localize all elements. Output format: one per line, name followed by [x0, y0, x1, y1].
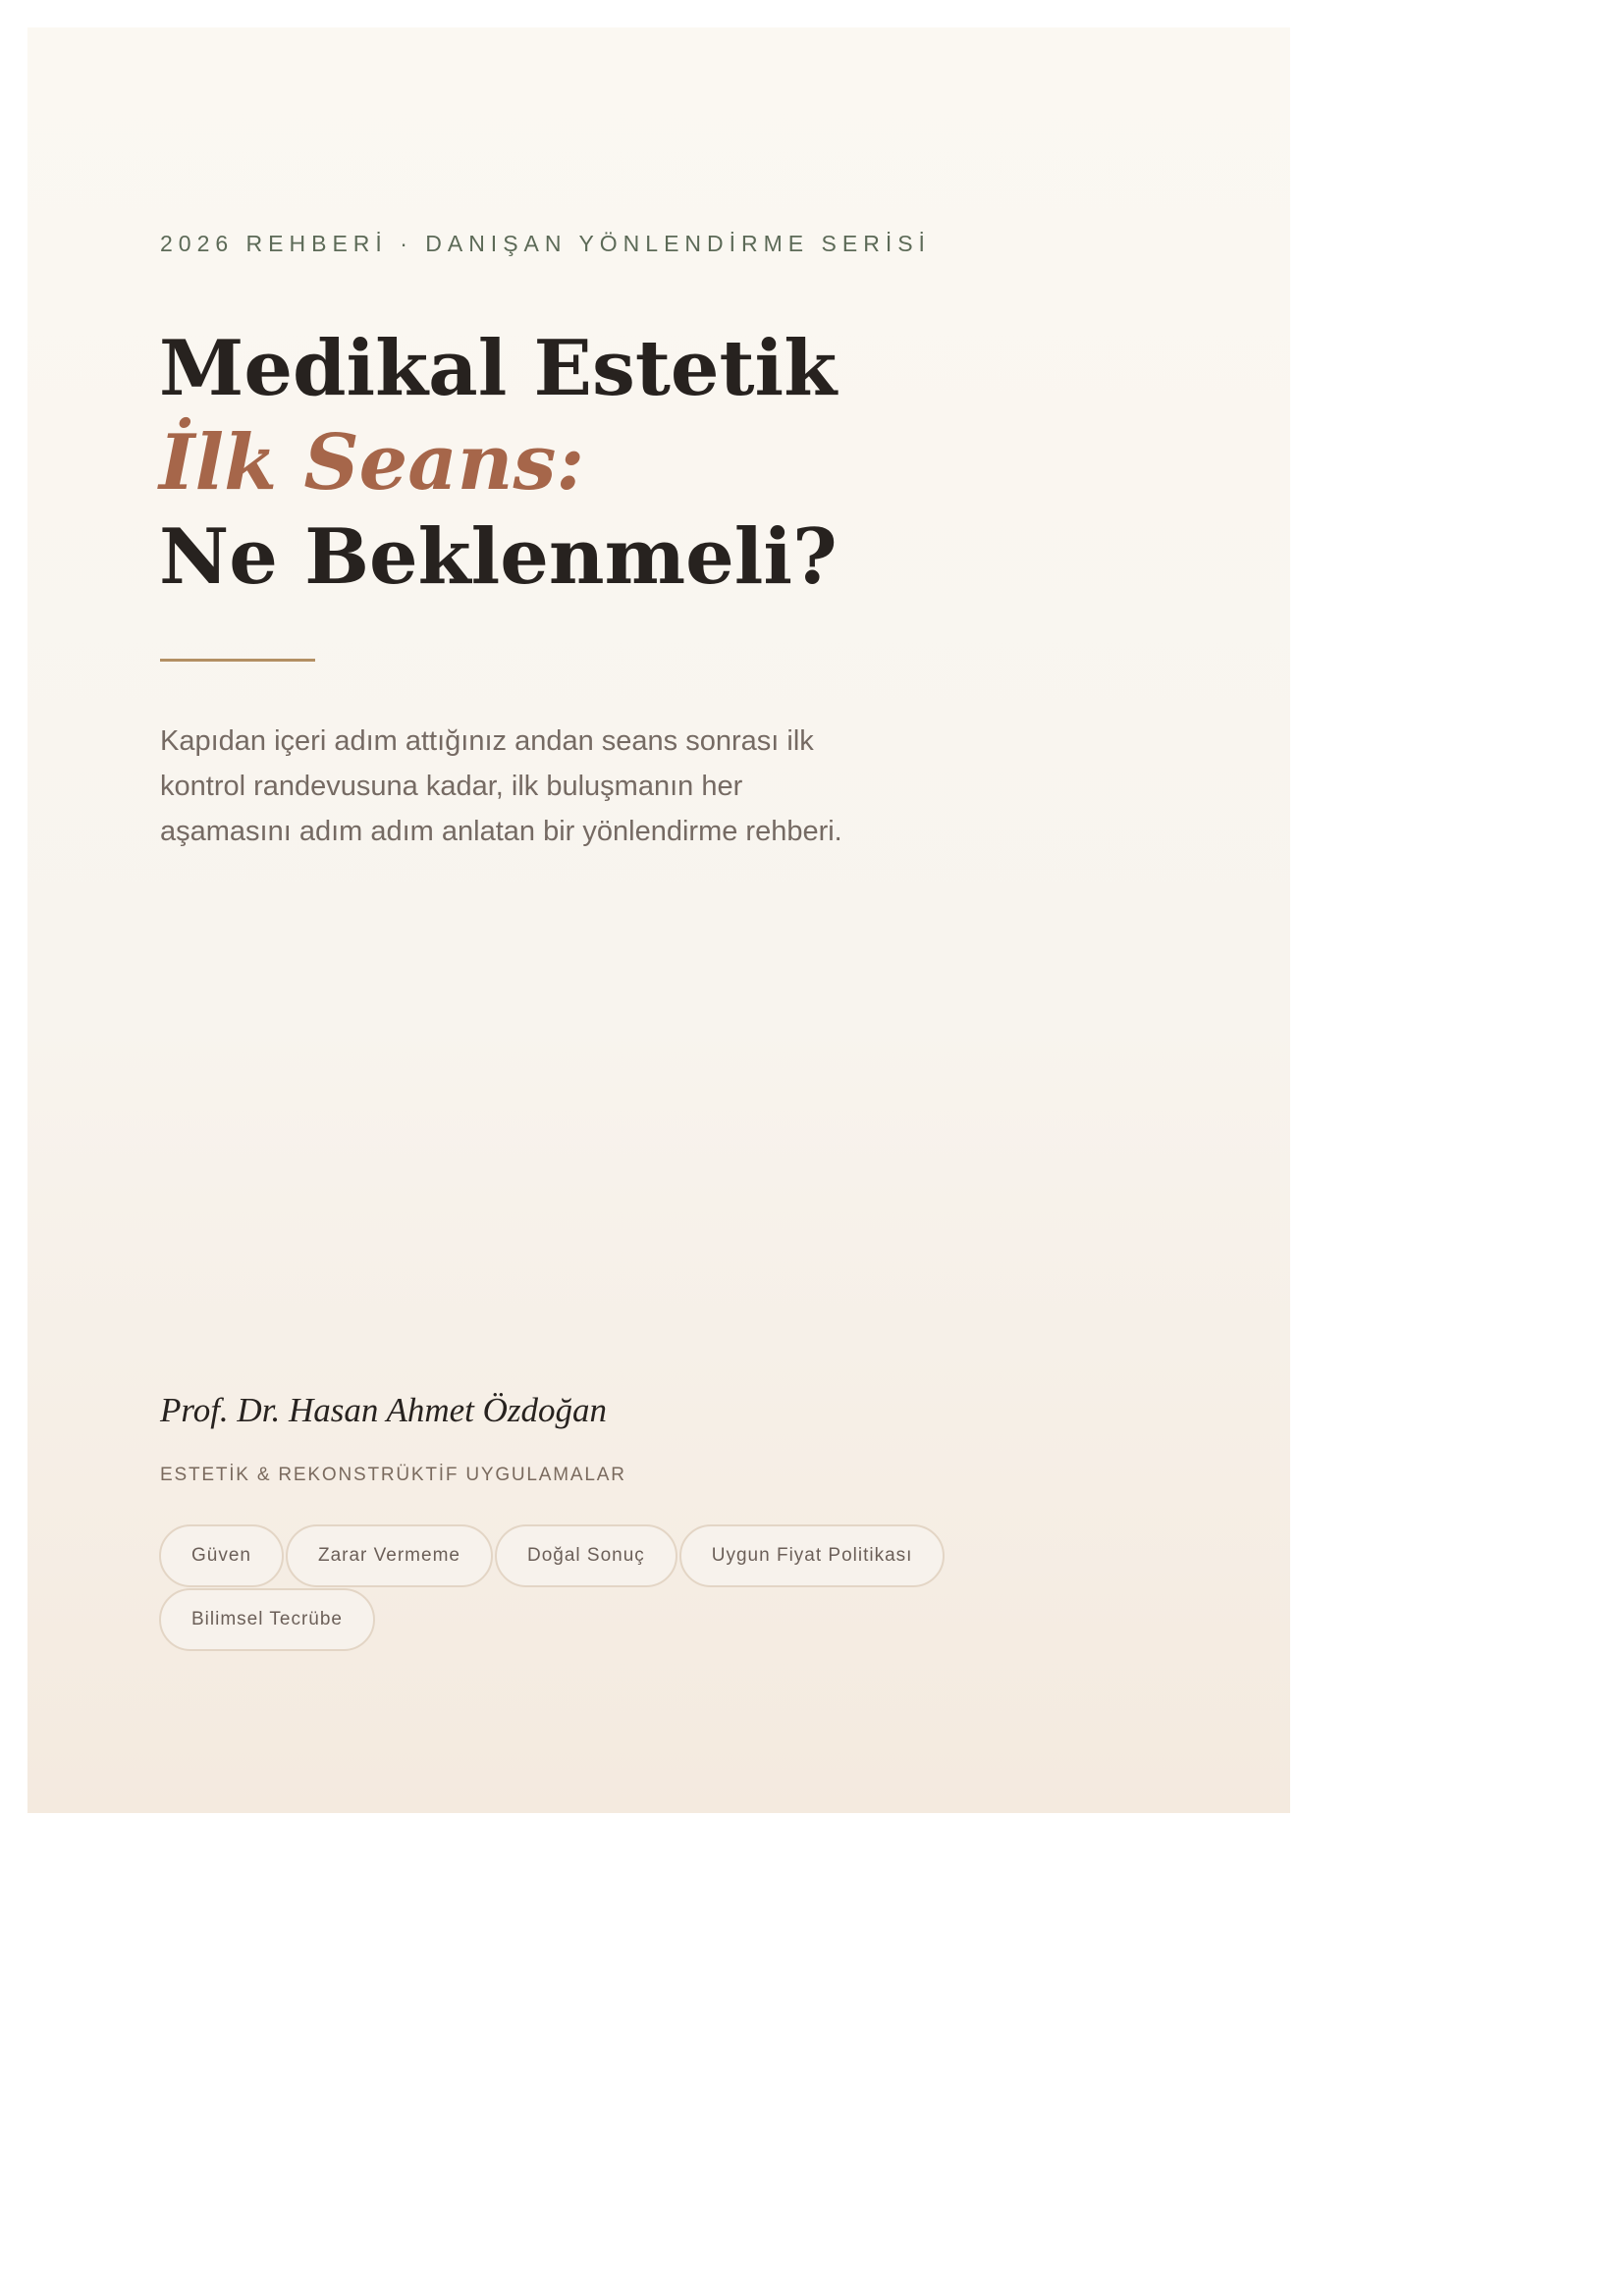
- value-tags: [159, 1524, 1003, 1651]
- tag-pill: Doğal Sonuç: [495, 1524, 677, 1587]
- title-divider: [160, 659, 315, 662]
- title-line-3: Ne Beklenmeli?: [159, 512, 838, 602]
- author-name: Prof. Dr. Hasan Ahmet Özdoğan: [160, 1391, 608, 1429]
- cover-title: [159, 322, 838, 605]
- cover-page: [27, 27, 1290, 1813]
- tag-pill: Bilimsel Tecrübe: [159, 1588, 375, 1651]
- author-role: ESTETİK & REKONSTRÜKTİF UYGULAMALAR: [160, 1465, 626, 1485]
- tag-pill: Güven: [159, 1524, 284, 1587]
- title-line-1: Medikal Estetik: [159, 324, 838, 413]
- title-line-2-accent: İlk Seans:: [159, 418, 585, 507]
- tag-pill: Zarar Vermeme: [286, 1524, 493, 1587]
- tag-pill: Uygun Fiyat Politikası: [679, 1524, 946, 1587]
- lead-paragraph: Kapıdan içeri adım attığınız andan seans sonrası ilk kontrol randevusuna kadar, ilk buluşmanın her aşamasını adım adım anlatan bir yönlendirme rehberi.: [160, 725, 842, 847]
- series-eyebrow: 2026 REHBERİ · DANIŞAN YÖNLENDİRME SERİSİ: [160, 231, 931, 256]
